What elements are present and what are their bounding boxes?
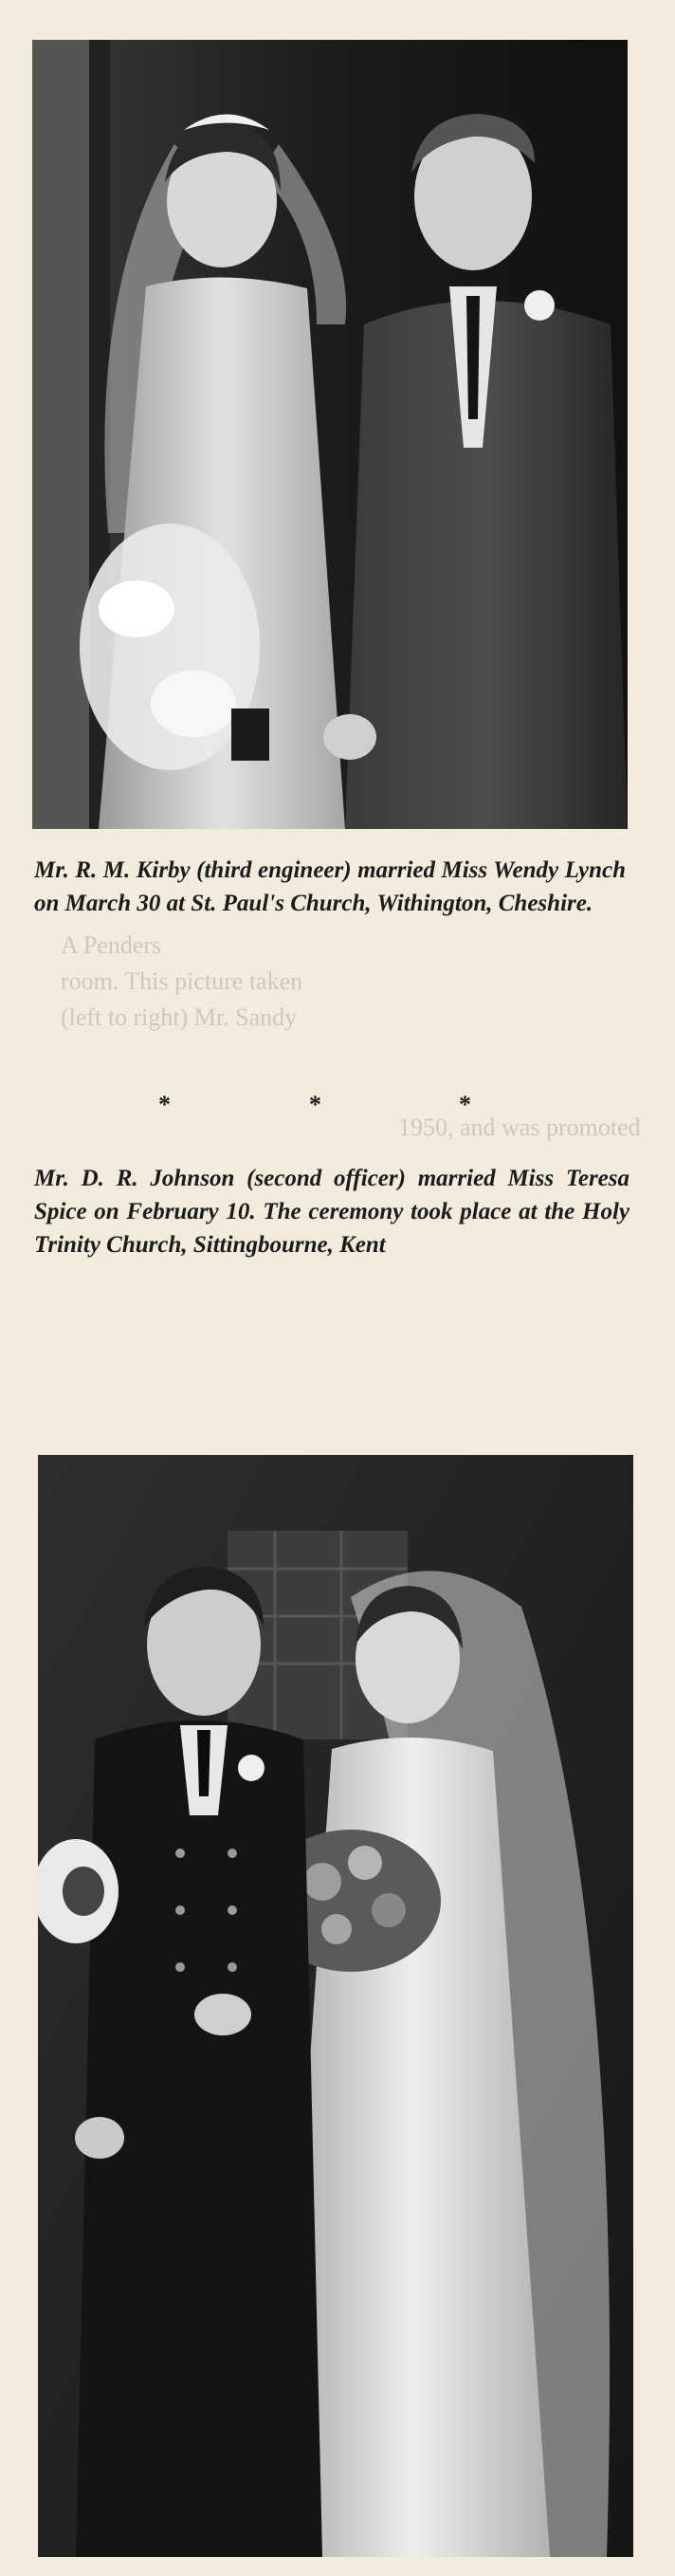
show-through-text: A Penders room. This picture taken (left to right) Mr. Sandy [61,931,303,1031]
show-through-text-2: 1950, and was promoted [398,1113,641,1141]
caption-kirby-wedding: Mr. R. M. Kirby (third engineer) married Miss Wendy Lynch on March 30 at St. Paul's Church, Withington, Cheshire. [34,857,626,916]
separator-star: * [309,1091,321,1118]
wedding-photo-johnson [38,1455,633,2557]
wedding-photo-kirby [32,40,628,829]
wedding-photo-johnson-image [38,1455,633,2557]
separator-star: * [459,1091,471,1118]
separator-star: * [158,1091,171,1118]
wedding-photo-kirby-image [32,40,628,829]
caption-johnson-wedding: Mr. D. R. Johnson (second officer) married Miss Teresa Spice on February 10. The ceremony took place at the Holy Trinity Church, Sittingbourne, Kent [34,1166,629,1258]
